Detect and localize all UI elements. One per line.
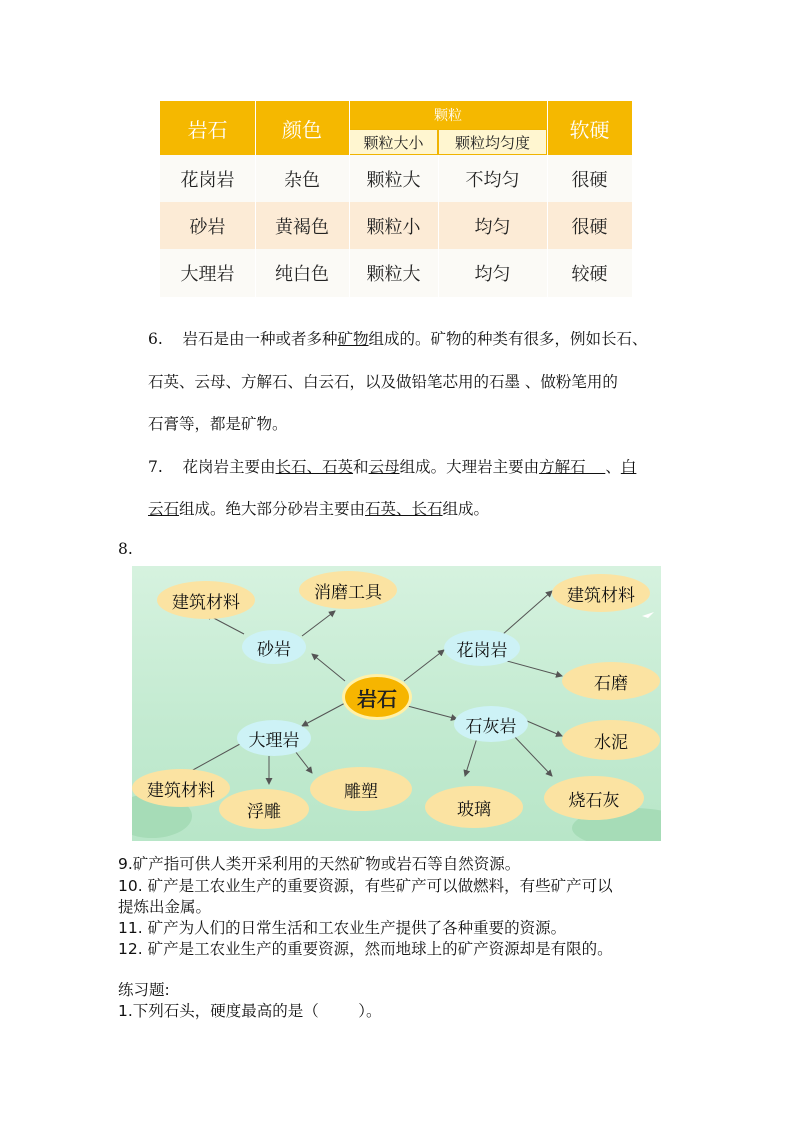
underlined-term: 长石、石英 bbox=[275, 458, 354, 476]
paragraph-6-line-3: 石膏等，都是矿物。 bbox=[148, 415, 288, 433]
text: 花岗岩主要由 bbox=[182, 458, 276, 476]
header-hardness: 软硬 bbox=[547, 101, 632, 155]
table-cell: 颗粒小 bbox=[349, 202, 438, 249]
text: 和 bbox=[353, 458, 369, 476]
node-marble: 大理岩 bbox=[237, 720, 311, 756]
header-particle-size: 颗粒大小 bbox=[349, 129, 438, 155]
node-granite-use-building: 建筑材料 bbox=[552, 574, 650, 612]
note-9: 9.矿产指可供人类开采利用的天然矿物或岩石等自然资源。 bbox=[118, 855, 521, 873]
text: 组成。 bbox=[442, 500, 490, 518]
underlined-term: 矿物 bbox=[337, 330, 369, 348]
note-12: 12. 矿产是工农业生产的重要资源，然而地球上的矿产资源却是有限的。 bbox=[118, 940, 613, 958]
rock-table bbox=[160, 101, 632, 297]
table-cell: 颗粒大 bbox=[349, 249, 438, 297]
node-granite-use-millstone: 石磨 bbox=[562, 662, 660, 700]
item-number: 6. bbox=[148, 330, 163, 348]
note-10-line-2: 提炼出金属。 bbox=[118, 898, 212, 916]
table-divider bbox=[438, 155, 439, 297]
underlined-term: 云石 bbox=[148, 500, 180, 518]
underlined-term: 云母 bbox=[368, 458, 400, 476]
table-cell: 较硬 bbox=[547, 249, 632, 297]
header-color: 颜色 bbox=[255, 101, 349, 155]
node-limestone-use-lime: 烧石灰 bbox=[544, 776, 644, 820]
paragraph-7-line-2 bbox=[148, 497, 489, 519]
underlined-term: 方解石 bbox=[539, 458, 606, 476]
node-granite: 花岗岩 bbox=[444, 630, 520, 666]
table-cell: 很硬 bbox=[547, 155, 632, 202]
node-limestone: 石灰岩 bbox=[454, 706, 528, 742]
table-cell: 杂色 bbox=[255, 155, 349, 202]
paragraph-7-line-1 bbox=[148, 455, 636, 477]
node-marble-use-relief: 浮雕 bbox=[219, 789, 309, 829]
paragraph-6-line-2: 石英、云母、方解石、白云石，以及做铅笔芯用的石墨 、做粉笔用的 bbox=[148, 373, 618, 391]
text: 组成。大理岩主要由 bbox=[399, 458, 540, 476]
table-cell: 纯白色 bbox=[255, 249, 349, 297]
node-limestone-use-cement: 水泥 bbox=[562, 720, 660, 760]
bird-icon bbox=[642, 612, 654, 618]
table-cell: 大理岩 bbox=[160, 249, 255, 297]
table-divider bbox=[255, 101, 256, 297]
table-cell: 颗粒大 bbox=[349, 155, 438, 202]
exercise-title: 练习题: bbox=[118, 981, 170, 999]
item-number: 7. bbox=[148, 458, 163, 476]
table-cell: 砂岩 bbox=[160, 202, 255, 249]
item-8-number: 8. bbox=[118, 540, 133, 558]
paragraph-6-line-1 bbox=[148, 327, 648, 349]
node-sandstone-use-building: 建筑材料 bbox=[157, 581, 255, 619]
text: 、 bbox=[605, 458, 621, 476]
table-cell: 均匀 bbox=[438, 249, 547, 297]
table-cell: 不均匀 bbox=[438, 155, 547, 202]
table-cell: 均匀 bbox=[438, 202, 547, 249]
node-sandstone-use-grinding: 消磨工具 bbox=[299, 571, 397, 609]
exercise-question-1: 1.下列石头，硬度最高的是（ ）。 bbox=[118, 1002, 382, 1020]
node-sandstone: 砂岩 bbox=[242, 630, 306, 664]
text: 岩石是由一种或者多种 bbox=[182, 330, 338, 348]
table-cell: 花岗岩 bbox=[160, 155, 255, 202]
node-rock-center: 岩石 bbox=[342, 674, 412, 720]
note-10-line-1: 10. 矿产是工农业生产的重要资源，有些矿产可以做燃料，有些矿产可以 bbox=[118, 877, 613, 895]
rock-mind-map bbox=[132, 566, 661, 841]
header-rock: 岩石 bbox=[160, 101, 255, 155]
table-cell: 很硬 bbox=[547, 202, 632, 249]
node-marble-use-building: 建筑材料 bbox=[132, 769, 230, 807]
underlined-term: 白 bbox=[620, 458, 637, 476]
header-particle: 颗粒 bbox=[349, 101, 547, 129]
header-particle-uniformity: 颗粒均匀度 bbox=[438, 129, 547, 155]
table-divider bbox=[349, 101, 350, 297]
table-cell: 黄褐色 bbox=[255, 202, 349, 249]
note-11: 11. 矿产为人们的日常生活和工农业生产提供了各种重要的资源。 bbox=[118, 919, 567, 937]
text: 组成。绝大部分砂岩主要由 bbox=[179, 500, 366, 518]
node-limestone-use-glass: 玻璃 bbox=[425, 786, 523, 828]
underlined-term: 石英、长石 bbox=[365, 500, 443, 518]
node-marble-use-sculpture: 雕塑 bbox=[310, 767, 412, 811]
table-divider bbox=[547, 101, 548, 297]
text: 组成的。矿物的种类有很多，例如长石、 bbox=[368, 330, 648, 348]
